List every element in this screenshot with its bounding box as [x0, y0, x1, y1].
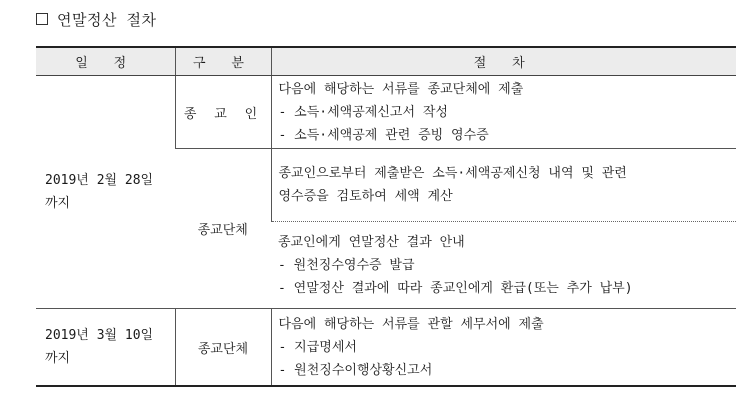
- header-category: 구 분: [175, 47, 271, 76]
- procedure-line: - 원천징수이행상황신고서: [278, 362, 433, 378]
- heading-text: 연말정산 절차: [57, 10, 157, 29]
- procedure-line: 종교인으로부터 제출받은 소득·세액공제신청 내역 및 관련: [278, 166, 627, 181]
- procedure-cell: [271, 222, 736, 309]
- header-schedule: 일 정: [36, 47, 175, 76]
- procedure-line: - 지급명세서: [278, 339, 357, 355]
- procedure-table: [36, 46, 736, 387]
- procedure-line: - 소득·세액공제 관련 증빙 영수증: [278, 127, 489, 143]
- category-cell: 종 교 인: [175, 76, 271, 149]
- procedure-cell: [271, 76, 736, 149]
- period-date: 2019년 3월 10일: [45, 328, 154, 343]
- table-row: [36, 309, 736, 387]
- procedure-cell: [271, 309, 736, 387]
- checkbox-icon: [36, 13, 48, 25]
- procedure-line: - 연말정산 결과에 따라 종교인에게 환급(또는 추가 납부): [278, 280, 633, 296]
- procedure-line: - 소득·세액공제신고서 작성: [278, 104, 448, 120]
- table-row: [36, 76, 736, 149]
- procedure-line: 종교인에게 연말정산 결과 안내: [278, 234, 465, 250]
- section-heading: [36, 6, 156, 32]
- procedure-line: 영수증을 검토하여 세액 계산: [278, 189, 453, 204]
- category-cell: 종교단체: [175, 149, 271, 309]
- header-procedure: 절 차: [271, 47, 736, 76]
- table-header-row: [36, 47, 736, 76]
- period-until: 까지: [45, 351, 71, 366]
- procedure-line: - 원천징수영수증 발급: [278, 257, 415, 273]
- period-cell: [36, 309, 175, 387]
- period-until: 까지: [45, 196, 71, 211]
- procedure-cell: [271, 149, 736, 222]
- period-date: 2019년 2월 28일: [45, 173, 154, 188]
- procedure-line: 다음에 해당하는 서류를 종교단체에 제출: [278, 81, 524, 97]
- category-cell: 종교단체: [175, 309, 271, 387]
- period-cell: [36, 76, 175, 309]
- procedure-line: 다음에 해당하는 서류를 관할 세무서에 제출: [278, 316, 544, 332]
